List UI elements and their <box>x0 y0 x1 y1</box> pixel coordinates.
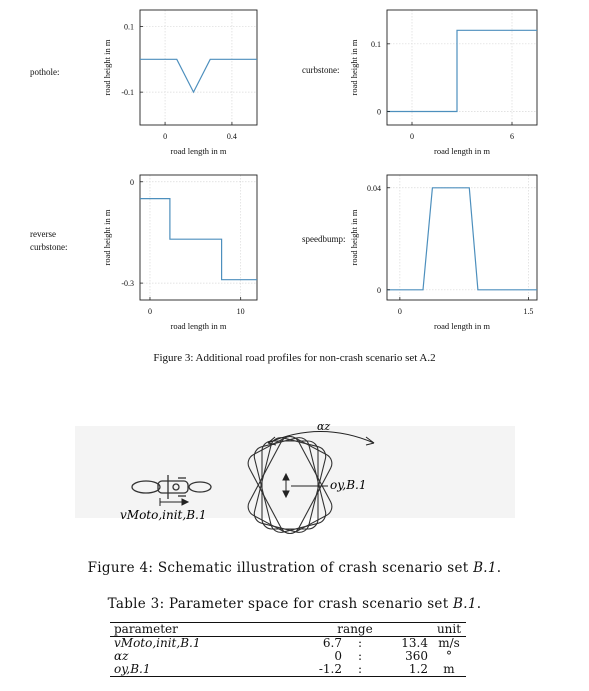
row-label-pothole: pothole: <box>30 67 60 77</box>
figure4-caption: Figure 4: Schematic illustration of crash scenario set B.1. <box>87 560 502 576</box>
x-axis-label: road length in m <box>170 146 227 156</box>
series-line <box>387 30 537 111</box>
figure3-caption: Figure 3: Additional road profiles for non-crash scenario set A.2 <box>153 352 436 364</box>
x-tick-label: 0 <box>410 132 414 141</box>
schematic-background <box>75 426 515 518</box>
range-low-cell: -1.2 <box>278 663 346 677</box>
moto-velocity-label: vMoto,init,B.1 <box>120 508 207 522</box>
y-tick-label: 0.04 <box>367 183 381 193</box>
y-tick-label: 0 <box>377 285 381 295</box>
axes-frame <box>387 10 537 125</box>
y-tick-label: 0 <box>130 177 134 187</box>
axes-frame <box>387 175 537 300</box>
series-line <box>140 59 257 92</box>
y-tick-label: -0.3 <box>121 279 134 289</box>
range-low-cell: 0 <box>334 649 342 663</box>
x-axis-label: road length in m <box>434 146 490 156</box>
header-range: range <box>278 623 432 637</box>
range-high-cell: 13.4 <box>401 636 428 650</box>
alpha-label: αz <box>317 420 331 433</box>
x-tick-label: 6 <box>510 132 514 141</box>
x-axis-label: road length in m <box>170 321 227 331</box>
x-tick-label: 10 <box>236 307 245 316</box>
y-tick-label: 0.1 <box>371 39 381 49</box>
param-cell: oy,B.1 <box>110 663 278 677</box>
unit-cell: m/s <box>438 636 460 650</box>
figure3-plots <box>0 0 589 345</box>
offset-label: oy,B.1 <box>330 478 367 492</box>
row-label-curbstone: curbstone: <box>302 65 340 75</box>
y-axis-label: road height in m <box>102 209 112 266</box>
x-tick-label: 0 <box>163 132 168 141</box>
range-high-cell: 1.2 <box>374 663 432 677</box>
series-line <box>387 188 537 290</box>
header-parameter: parameter <box>110 623 278 637</box>
row-label-reverse-curbstone: reverse curbstone: <box>30 229 68 252</box>
table-row <box>110 637 466 651</box>
y-axis-label: road height in m <box>102 39 112 96</box>
unit-cell: m <box>432 663 466 677</box>
y-tick-label: 0 <box>377 107 381 117</box>
range-sep-cell: : <box>357 649 363 663</box>
x-tick-label: 1.5 <box>523 307 534 316</box>
y-tick-label: -0.1 <box>121 88 134 98</box>
header-unit: unit <box>432 623 466 637</box>
table-header-row <box>110 623 466 637</box>
y-axis-label: road height in m <box>349 39 359 96</box>
range-low-cell: 6.7 <box>322 636 342 650</box>
param-cell: αz <box>114 649 129 663</box>
x-tick-label: 0.4 <box>226 132 237 141</box>
table3-title: Table 3: Parameter space for crash scenario set B.1. <box>107 596 482 612</box>
table-row <box>110 663 466 677</box>
x-tick-label: 0 <box>397 307 402 316</box>
figure4-schematic <box>0 398 589 543</box>
row-label-speedbump: speedbump: <box>302 234 346 244</box>
range-sep-cell: : <box>346 663 374 677</box>
x-tick-label: 0 <box>147 307 152 316</box>
param-cell: vMoto,init,B.1 <box>114 636 201 650</box>
parameter-table <box>110 622 466 677</box>
unit-cell: ° <box>446 649 452 663</box>
range-sep-cell: : <box>357 636 363 650</box>
axes-frame <box>140 10 257 125</box>
axes-frame <box>140 175 257 300</box>
y-axis-label: road height in m <box>349 209 359 266</box>
y-tick-label: 0.1 <box>124 22 134 32</box>
series-line <box>140 199 257 280</box>
range-high-cell: 360 <box>405 649 428 663</box>
x-axis-label: road length in m <box>434 321 490 331</box>
